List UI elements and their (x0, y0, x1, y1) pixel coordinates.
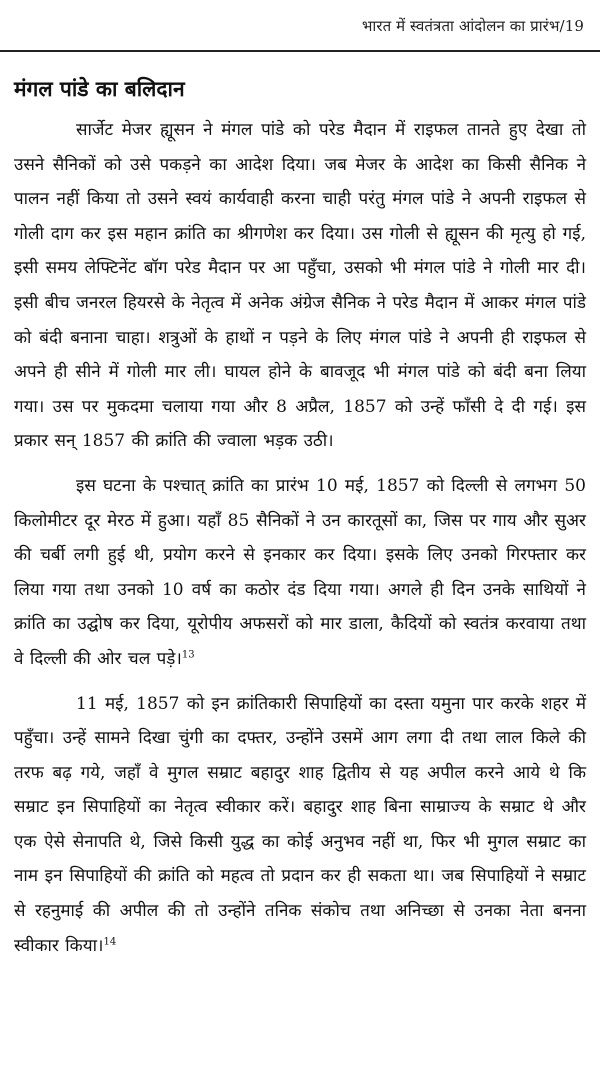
running-header: भारत में स्वतंत्रता आंदोलन का प्रारंभ/19 (361, 17, 584, 35)
body-text (14, 113, 586, 967)
paragraph-3 (14, 687, 586, 964)
paragraph-1 (14, 113, 586, 459)
paragraph-2 (14, 469, 586, 677)
paragraph-1-text: सार्जेट मेजर ह्यूसन ने मंगल पांडे को परेड मैदान में राइफल तानते हुए देखा तो उसने सैनिकों को उसे पकड़ने का आदेश दिया। जब मेजर के आदेश का किसी सैनिक ने पालन नहीं किया तो उसने स्वयं कार्यवाही करना चाही परंतु मंगल पांडे ने अपनी राइफल से गोली दाग कर इस महान क्रांति का श्रीगणेश कर दिया। उस गोली से ह्यूसन की मृत्यु हो गई, इसी समय लेफ्टिनेंट बॉग परेड मैदान पर आ पहुँचा, उसको भी मंगल पांडे ने गोली मार दी। इसी बीच जनरल हियरसे के नेतृत्व में अनेक अंग्रेज सैनिक ने परेड मैदान में आकर मंगल पांडे को बंदी बनाना चाहा। शत्रुओं के हाथों न पड़ने के लिए मंगल पांडे ने अपनी ही राइफल से अपने ही सीने में गोली मार ली। घायल होने के बावजूद भी मंगल पांडे को बंदी बना लिया गया। उस पर मुकदमा चलाया गया और 8 अप्रैल, 1857 को उन्हें फाँसी दे दी गई। इस प्रकार सन् 1857 की क्रांति की ज्वाला भड़क उठी। (14, 120, 586, 452)
footnote-marker-13: 13 (181, 649, 195, 661)
paragraph-3-text: 11 मई, 1857 को इन क्रांतिकारी सिपाहियों का दस्ता यमुना पार करके शहर में पहुँचा। उन्हें सामने दिखा चुंगी का दफ्तर, उन्होंने उसमें आग लगा दी तथा लाल किले की तरफ बढ़ गये, जहाँ वे मुगल सम्राट बहादुर शाह द्वितीय से यह अपील करने आये थे कि सम्राट इन सिपाहियों का नेतृत्व स्वीकार करें। बहादुर शाह बिना साम्राज्य के सम्राट थे और एक ऐसे सेनापति थे, जिसे किसी युद्ध का कोई अनुभव नहीं था, फिर भी मुगल सम्राट का नाम इन सिपाहियों की क्रांति को महत्व तो प्रदान कर ही सकता था। जब सिपाहियों ने सम्राट से रहनुमाई की अपील की तो उन्होंने तनिक संकोच तथा अनिच्छा से उनका नेता बनना स्वीकार किया। (14, 693, 587, 956)
section-title: मंगल पांडे का बलिदान (14, 76, 185, 101)
paragraph-2-text: इस घटना के पश्चात् क्रांति का प्रारंभ 10 मई, 1857 को दिल्ली से लगभग 50 किलोमीटर दूर मेरठ में हुआ। यहाँ 85 सैनिकों ने उन कारतूसों का, जिस पर गाय और सुअर की चर्बी लगी हुई थी, प्रयोग करने से इनकार कर दिया। इसके लिए उनको गिरफ्तार कर लिया गया तथा उनको 10 वर्ष का कठोर दंड दिया गया। अगले ही दिन उनके साथियों ने क्रांति का उद्घोष कर दिया, यूरोपीय अफसरों को मार डाला, कैदियों को स्वतंत्र करवाया तथा वे दिल्ली की ओर चल पड़े। (14, 475, 586, 669)
footnote-marker-14: 14 (103, 936, 117, 947)
header-rule (0, 50, 600, 52)
